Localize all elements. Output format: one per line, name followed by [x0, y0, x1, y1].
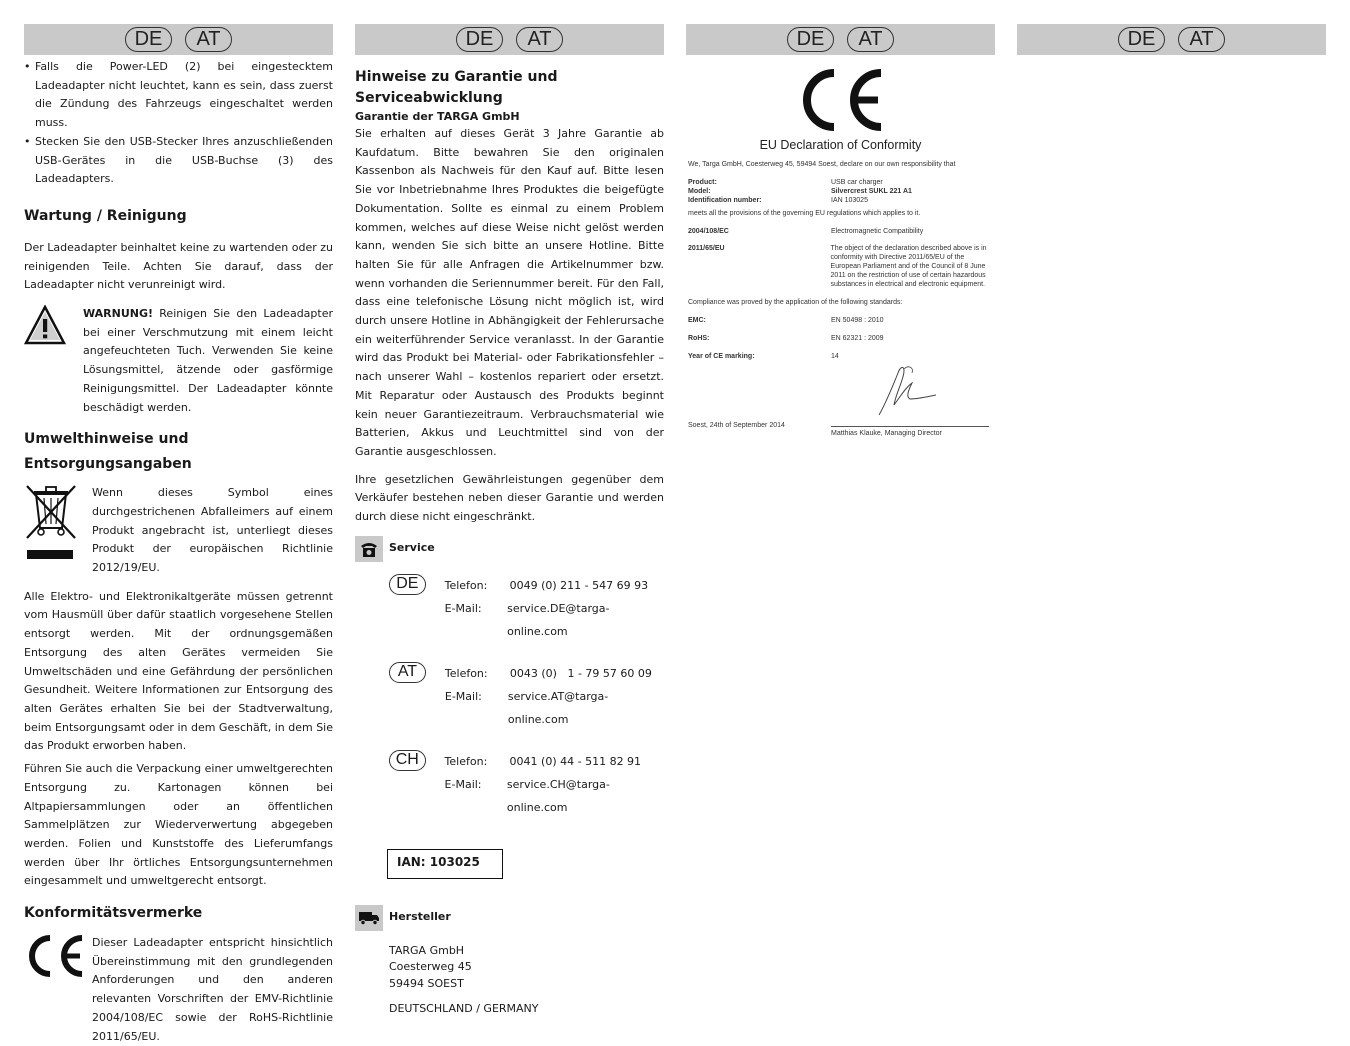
email-address[interactable]: service.CH@targa-online.com [506, 777, 610, 814]
crossed-bin-icon [24, 484, 92, 578]
email-address[interactable]: service.DE@targa-online.com [507, 601, 610, 638]
declaration-title: EU Declaration of Conformity [759, 138, 922, 152]
email-label: E-Mail: [444, 689, 482, 703]
standard-label: RoHS: [688, 335, 710, 342]
phone-label: Telefon: [444, 578, 488, 592]
directive-label: 2004/108/EC [688, 228, 729, 235]
column-header [24, 24, 333, 55]
standard-value: EN 50498 : 2010 [831, 317, 884, 324]
contact-ch [355, 750, 664, 819]
country-badge-de: DE [389, 574, 426, 595]
phone-number: 0049 (0) 211 - 547 69 93 [509, 578, 649, 592]
warning-block [24, 305, 333, 417]
environment-text-1: Alle Elektro- und Elektronikaltgeräte müssen getrennt vom Hausmüll über dafür staatlich vorgesehene Stellen entsorgt werden. Mit der ordnungsgemäßen Entsorgung des alten Gerätes vermeiden Sie Umweltschäden und eine Gefährdung der persönlichen Gesundheit. Weitere Informationen zur Entsorgung des alten Gerätes erhalten Sie bei der Stadtverwaltung, beim Entsorgungsamt oder in dem Geschäft, in dem Sie das Produkt erworben haben. [24, 589, 333, 753]
contact-de [355, 574, 664, 643]
email-label: E-Mail: [444, 601, 482, 615]
phone-label: Telefon: [444, 754, 488, 768]
declaration-of-conformity [686, 67, 995, 438]
column-2 [355, 24, 664, 1016]
contact-at [355, 662, 664, 731]
country-badge-at: AT [516, 27, 563, 52]
warranty-title-1: Hinweise zu Garantie und [355, 69, 558, 85]
weee-text: Wenn dieses Symbol eines durchgestrichenen Abfalleimers auf einem Produkt angebracht ist, unterliegt dieses Produkt der europäischen Richtlinie 2012/19/EU. [92, 486, 333, 575]
statutory-text: Ihre gesetzlichen Gewährleistungen gegenüber dem Verkäufer bestehen neben dieser Garantie und werden durch diese nicht eingeschränkt. [355, 472, 664, 524]
country-badge-at: AT [1178, 27, 1225, 52]
declaration-intro: We, Targa GmbH, Coesterweg 45, 59494 Soest, declare on our own responsibility that [688, 161, 956, 168]
place-date: Soest, 24th of September 2014 [688, 422, 785, 429]
phone-icon [355, 536, 383, 562]
ce-mark-large-icon [686, 67, 995, 137]
declaration-compliance: Compliance was proved by the application of the following standards: [688, 299, 903, 306]
weee-block [24, 484, 333, 578]
standard-label: Year of CE marking: [688, 353, 755, 360]
section-title-conformity: Konformitätsvermerke [24, 905, 203, 922]
address-country: DEUTSCHLAND / GERMANY [389, 1002, 539, 1016]
truck-icon [355, 905, 383, 931]
standard-value: 14 [831, 353, 839, 360]
standard-label: EMC: [688, 317, 706, 324]
conformity-block [24, 934, 333, 1046]
phone-label: Telefon: [444, 666, 488, 680]
column-header [355, 24, 664, 55]
warning-text: Reinigen Sie den Ladeadapter bei einer Verschmutzung mit einem leicht angefeuchteten Tuch. Verwenden Sie keine Lösungsmittel, ätzende oder gasförmige Reinigungsmittel. Der Ladeadapter könnte beschädigt werden. [83, 307, 333, 414]
email-label: E-Mail: [444, 777, 482, 791]
manufacturer-address [389, 943, 664, 1018]
directive-label: 2011/65/EU [688, 245, 725, 252]
warning-icon [24, 305, 83, 417]
declaration-meets: meets all the provisions of the governing EU regulations which applies to it. [688, 210, 921, 217]
column-header [686, 24, 995, 55]
country-badge-at: AT [185, 27, 232, 52]
column-3 [686, 24, 995, 944]
address-line: TARGA GmbH [389, 943, 465, 957]
bullet-list [24, 58, 333, 189]
section-title-maintenance: Wartung / Reinigung [24, 207, 187, 224]
country-badge-ch: CH [389, 750, 426, 771]
ce-mark-icon [24, 934, 92, 1046]
country-badge-de: DE [787, 27, 834, 52]
country-badge-de: DE [456, 27, 503, 52]
environment-text-2: Führen Sie auch die Verpackung einer umweltgerechten Entsorgung zu. Kartonagen können bei Altpapiersammlungen oder an öffentlichen Sammelplätzen zur Wiederverwertung abgegeben werden. Folien und Kunststoffe des Lieferumfangs werden über Ihr örtliches Entsorgungsunternehmen eingesammelt und umweltgerecht entsorgt. [24, 762, 333, 888]
conformity-text: Dieser Ladeadapter entspricht hinsichtlich Übereinstimmung mit den grundlegenden Anforderungen und den anderen relevanten Vorschriften der EMV-Richtlinie 2004/108/EC sowie der RoHS-Richtlinie 2011/65/EU. [92, 936, 333, 1043]
manufacturer-heading [355, 905, 664, 931]
bullet-item: • Stecken Sie den USB-Stecker Ihres anzuschließenden USB-Gerätes in die USB-Buchse (3) des Ladeadapters. [24, 133, 333, 189]
signature-graphic [874, 363, 995, 419]
directive-value: The object of the declaration described above is in conformity with Directive 2011/65/EU of the European Parliament and of the Council of 8 June 2011 on the restriction of use of certain hazardous substances in electrical and electronic equipment. [830, 245, 987, 288]
warranty-subtitle: Garantie der TARGA GmbH [355, 110, 520, 123]
manufacturer-label: Hersteller [389, 910, 451, 924]
email-address[interactable]: service.AT@targa-online.com [507, 689, 609, 726]
signatory: Matthias Klauke, Managing Director [831, 426, 989, 438]
column-2-body [355, 67, 664, 1018]
field-value: USB car charger [831, 179, 883, 186]
field-value: IAN 103025 [831, 197, 868, 204]
warranty-text: Sie erhalten auf dieses Gerät 3 Jahre Garantie ab Kaufdatum. Bitte bewahren Sie den originalen Kassenbon als Nachweis für den Kauf auf. Bitte lesen Sie vor Inbetriebnahme Ihres Produktes die beigefügte Dokumentation. Sollte es einmal zu einem Problem kommen, welches auf diese Weise nicht gelöst werden kann, wenden Sie sich bitte an unsere Hotline. Bitte halten Sie für alle Anfragen die Artikelnummer bzw. wenn vorhanden die Seriennummer bereit. Für den Fall, dass eine telefonische Lösung nicht möglich ist, wird durch unsere Hotline in Abhängigkeit der Fehlerursache ein weiterführender Service veranlasst. In der Garantie wird das Produkt bei Material- oder Fabrikationsfehler – nach unserer Wahl – kostenlos repariert oder ersetzt. Mit Reparatur oder Austausch des Produkts beginnt kein neuer Garantiezeitraum. Verbrauchsmaterial wie Batterien, Akkus und Leuchtmittel sind von der Garantie ausgeschlossen. [355, 127, 664, 458]
country-badge-at: AT [389, 662, 426, 683]
warranty-title-2: Serviceabwicklung [355, 90, 503, 106]
address-line: Coesterweg 45 [389, 960, 472, 974]
country-badge-de: DE [125, 27, 172, 52]
column-header [1017, 24, 1326, 55]
phone-number: 0043 (0) 1 - 79 57 60 09 [509, 666, 652, 680]
service-heading [355, 536, 664, 562]
column-1-body [24, 58, 333, 1046]
country-badge-de: DE [1118, 27, 1165, 52]
field-label: Identification number: [688, 197, 762, 204]
field-value: Silvercrest SUKL 221 A1 [831, 188, 912, 195]
ian-box: IAN: 103025 [387, 849, 503, 879]
warning-label: WARNUNG! [83, 307, 154, 321]
column-4 [1017, 24, 1326, 944]
field-label: Model: [688, 188, 711, 195]
service-label: Service [389, 541, 435, 555]
phone-number: 0041 (0) 44 - 511 82 91 [509, 754, 642, 768]
directive-value: Electromagnetic Compatibility [831, 228, 924, 235]
bullet-item: • Falls die Power-LED (2) bei eingestecktem Ladeadapter nicht leuchtet, kann es sein, dass zuerst die Zündung des Fahrzeugs eingeschaltet werden muss. [24, 58, 333, 133]
warning-paragraph [83, 305, 333, 417]
country-badge-at: AT [847, 27, 894, 52]
declaration-body [688, 160, 995, 438]
standard-value: EN 62321 : 2009 [831, 335, 884, 342]
maintenance-text: Der Ladeadapter beinhaltet keine zu wartenden oder zu reinigenden Teile. Achten Sie darauf, dass der Ladeadapter nicht verunreinigt wird. [24, 240, 333, 292]
section-title-environment-2: Entsorgungsangaben [24, 456, 192, 473]
column-1 [24, 24, 333, 1043]
address-line: 59494 SOEST [389, 976, 464, 990]
service-contacts [355, 574, 664, 819]
field-label: Product: [688, 179, 717, 186]
section-title-environment-1: Umwelthinweise und [24, 431, 189, 448]
